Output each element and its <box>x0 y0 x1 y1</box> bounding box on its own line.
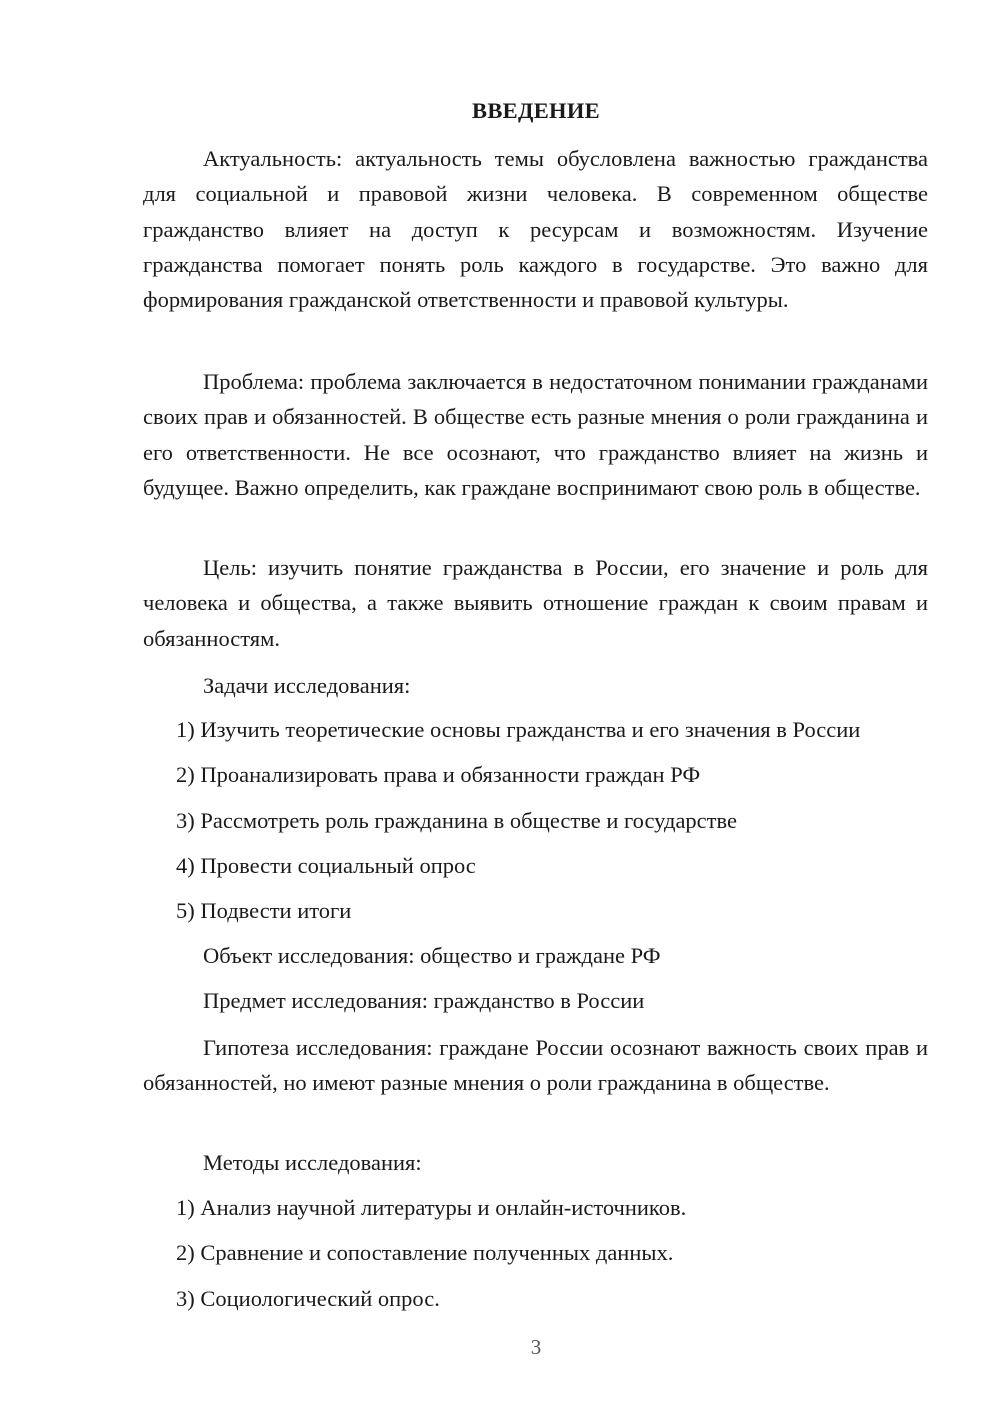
task-item: 1) Изучить теоретические основы гражданства и его значения в России <box>176 717 861 742</box>
methods-title: Методы исследования: <box>203 1150 422 1175</box>
section-heading: ВВЕДЕНИЕ <box>472 98 600 123</box>
task-item: 2) Проанализировать права и обязанности граждан РФ <box>176 762 701 787</box>
research-object: Объект исследования: общество и граждане РФ <box>203 943 661 968</box>
goal-paragraph: Цель: изучить понятие гражданства в России, его значение и роль для человека и общества, а также выявить отношение граждан к своим правам и обязанностям. <box>143 555 928 651</box>
method-item: 3) Социологический опрос. <box>176 1286 440 1311</box>
method-item: 1) Анализ научной литературы и онлайн-источников. <box>176 1195 687 1220</box>
hypothesis-paragraph: Гипотеза исследования: граждане России осознают важность своих прав и обязанностей, но имеют разные мнения о роли гражданина в обществе. <box>143 1035 928 1096</box>
research-subject: Предмет исследования: гражданство в России <box>203 988 645 1013</box>
problem-paragraph: Проблема: проблема заключается в недостаточном понимании гражданами своих прав и обязанностей. В обществе есть разные мнения о роли гражданина и его ответственности. Не все осознают, что гражданство влияет на жизнь и будущее. Важно определить, как граждане воспринимают свою роль в обществе. <box>143 369 928 500</box>
relevance-paragraph: Актуальность: актуальность темы обусловлена важностью гражданства для социальной и правовой жизни человека. В современном обществе гражданство влияет на доступ к ресурсам и возможностям. Изучение гражданства помогает понять роль каждого в государстве. Это важно для формирования гражданской ответственности и правовой культуры. <box>143 146 928 313</box>
task-item: 5) Подвести итоги <box>176 898 352 923</box>
task-item: 3) Рассмотреть роль гражданина в обществе и государстве <box>176 808 737 833</box>
page-number: 3 <box>530 1335 542 1359</box>
method-item: 2) Сравнение и сопоставление полученных данных. <box>176 1240 674 1265</box>
task-item: 4) Провести социальный опрос <box>176 853 476 878</box>
tasks-title: Задачи исследования: <box>203 673 411 698</box>
